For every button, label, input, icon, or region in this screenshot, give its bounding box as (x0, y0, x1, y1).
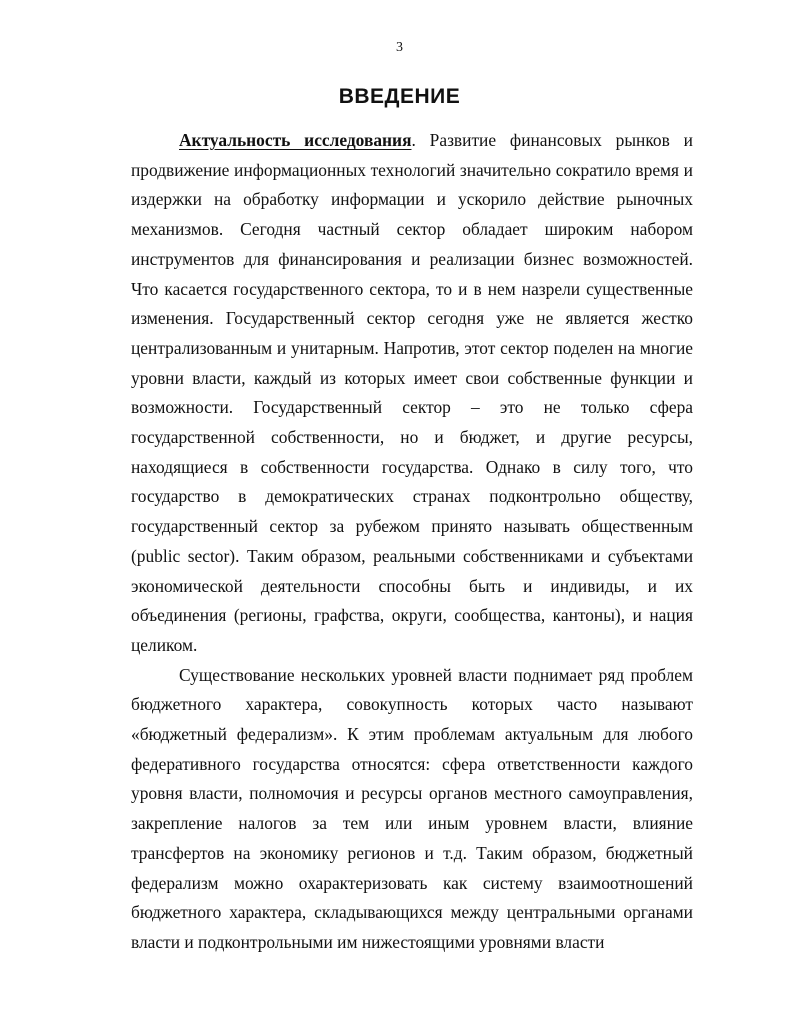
page-title: ВВЕДЕНИЕ (338, 85, 461, 108)
section-lead-term: Актуальность исследования (179, 130, 412, 150)
paragraph-budget-federalism (131, 661, 693, 958)
document-body (131, 126, 693, 958)
page-number: 3 (396, 40, 403, 55)
paragraph-text: . Развитие финансовых рынков и продвижение информационных технологий значительно сократило время и издержки на обработку информации и ускорило действие рыночных механизмов. Сегодня частный сектор обладает широким набором инструментов для финансирования и реализации бизнес возможностей. Что касается государственного сектора, то и в нем назрели существенные изменения. Государственный сектор сегодня уже не является жестко централизованным и унитарным. Напротив, этот сектор поделен на многие уровни власти, каждый из которых имеет свои собственные функции и возможности. Государственный сектор – это не только сфера государственной собственности, но и бюджет, и другие ресурсы, находящиеся в собственности государства. Однако в силу того, что государство в демократических странах подконтрольно обществу, государственный сектор за рубежом принято называть общественным (public sector). Таким образом, реальными собственниками и субъектами экономической деятельности способны быть и индивиды, и их объединения (регионы, графства, округи, сообщества, кантоны), и нация целиком. (131, 130, 693, 655)
paragraph-relevance (131, 126, 693, 661)
paragraph-text: Существование нескольких уровней власти поднимает ряд проблем бюджетного характера, совокупность которых часто называют «бюджетный федерализм». К этим проблемам актуальным для любого федеративного государства относятся: сфера ответственности каждого уровня власти, полномочия и ресурсы органов местного самоуправления, закрепление налогов за тем или иным уровнем власти, влияние трансфертов на экономику регионов и т.д. Таким образом, бюджетный федерализм можно охарактеризовать как систему взаимоотношений бюджетного характера, складывающихся между центральными органами власти и подконтрольными им нижестоящими уровнями власти (131, 664, 693, 952)
